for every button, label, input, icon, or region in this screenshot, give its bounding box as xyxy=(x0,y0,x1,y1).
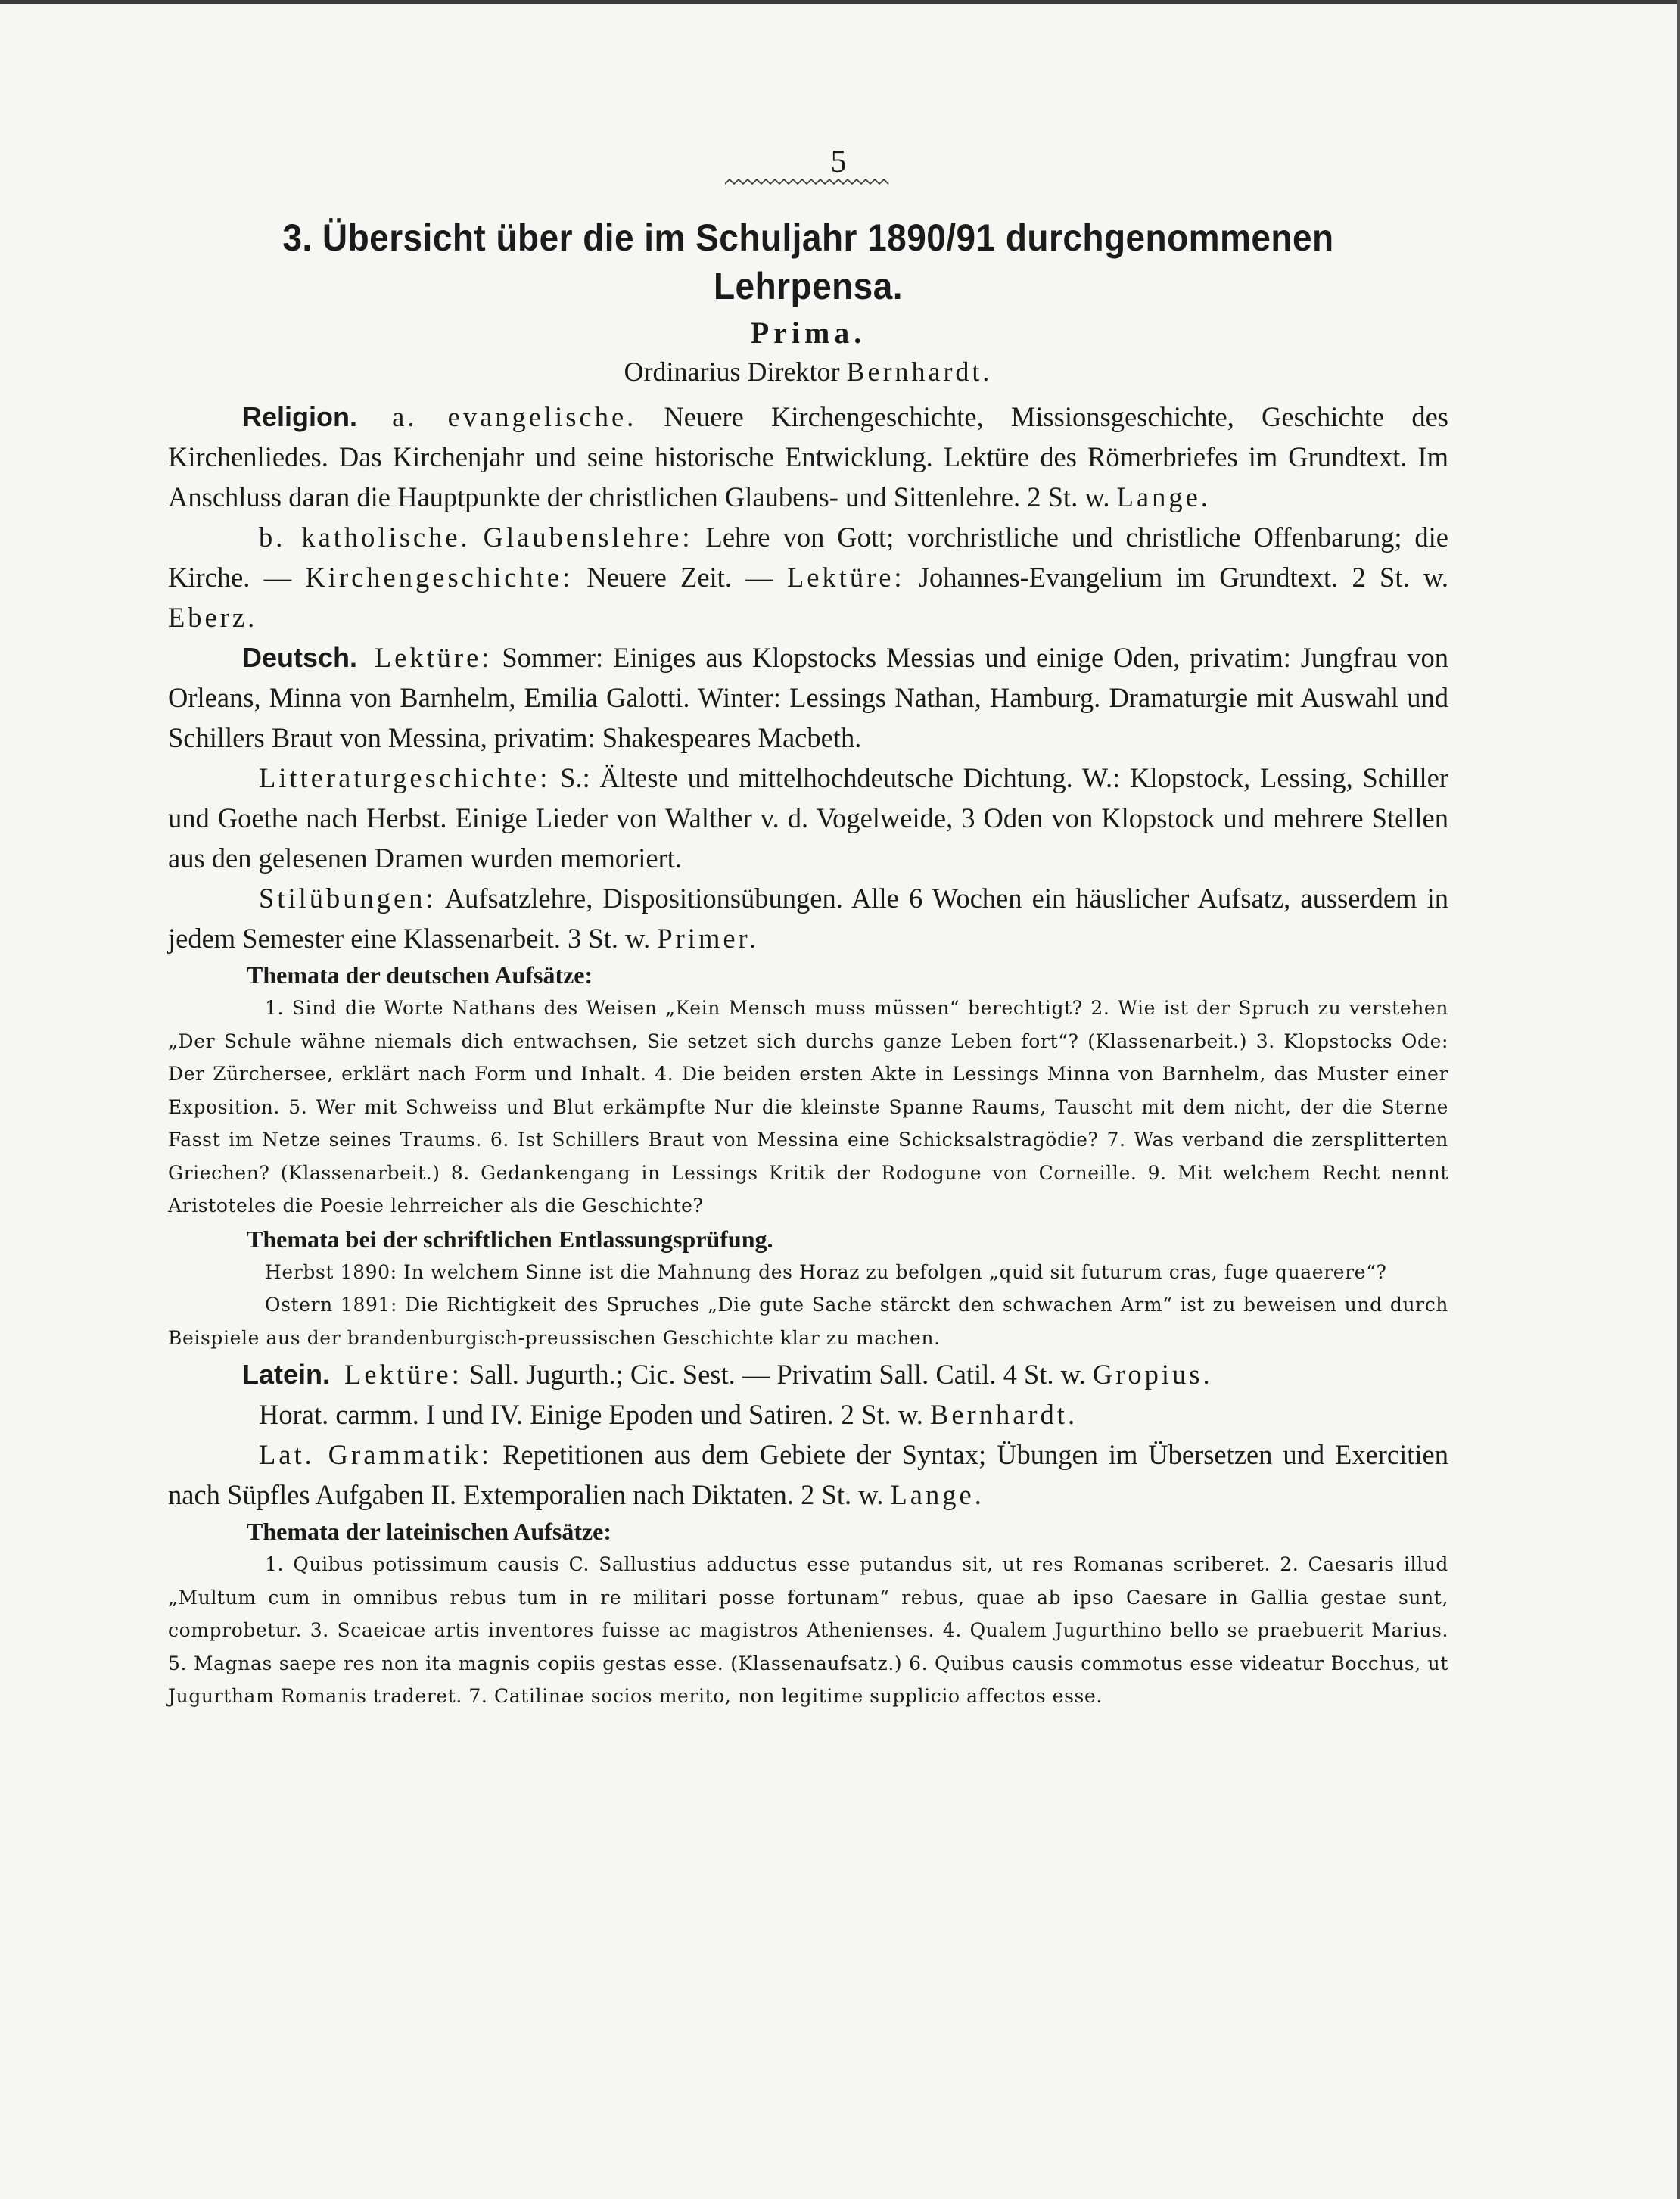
religion-heading: Religion. xyxy=(242,401,357,432)
latein-text-grammatik: Repetitionen aus dem Gebiete der Syntax; Übungen im Übersetzen und Exercitien nach Süpfles Aufgaben II. Extemporalien nach Diktaten. 2 St. w. xyxy=(168,1439,1448,1510)
religion-label-glaubenslehre: Glaubenslehre: xyxy=(483,522,693,553)
religion-text-b2: Neuere Zeit. — xyxy=(586,562,773,593)
latein-teacher-2: Bernhardt. xyxy=(930,1399,1078,1430)
latein-label-grammatik: Lat. Grammatik: xyxy=(259,1439,493,1470)
deutsch-paragraph-stil xyxy=(168,878,1448,958)
deutsch-text-stil: Aufsatzlehre, Dispositionsübungen. Alle 6 Wochen ein häuslicher Aufsatz, ausserdem in jedem Semester eine Klassenarbeit. 3 St. w. xyxy=(168,883,1448,954)
latein-text-horaz: Horat. carmm. I und IV. Einige Epoden und Satiren. 2 St. w. xyxy=(259,1399,923,1430)
religion-text-a: Neuere Kirchengeschichte, Missionsgeschichte, Geschichte des Kirchenliedes. Das Kirchenjahr und seine historische Entwicklung. Lektüre des Römerbriefes im Grundtext. Im Anschluss daran die Hauptpunkte der christlichen Glaubens- und Sittenlehre. 2 St. w. xyxy=(168,401,1449,512)
latein-paragraph-lektuere xyxy=(168,1354,1448,1394)
deutsch-paragraph-lektuere xyxy=(168,637,1448,758)
latein-paragraph-horaz xyxy=(168,1394,1448,1434)
religion-sub-a: a. evangelische. xyxy=(392,401,637,432)
latein-themes-list: 1. Quibus potissimum causis C. Sallustius adductus esse putandus sit, ut res Romanas scriberet. 2. Caesaris illud „Multum cum in omnibus rebus tum in re militari posse fortunam“ rebus, quae ab ipso Caesare in Gallia gestae sunt, comprobetur. 3. Scaeicae artis inventores fuisse ac magistros Athenienses. 4. Qualem Jugurthino bello se praebuerit Marius. 5. Magnas saepe res non ita magnis copiis gestas esse. (Klassenaufsatz.) 6. Quibus causis commotus esse videatur Bocchus, ut Jugurtham Romanis traderet. 7. Catilinae socios merito, non legitime supplicio affectos esse. xyxy=(168,1553,1448,1707)
religion-label-kirchengeschichte: Kirchengeschichte: xyxy=(305,562,574,593)
deutsch-label-lektuere: Lektüre: xyxy=(374,642,493,673)
religion-paragraph-b xyxy=(168,517,1448,637)
deutsch-label-litteratur: Litteraturgeschichte: xyxy=(259,762,551,793)
ornament-wave xyxy=(725,177,891,191)
deutsch-label-stil: Stilübungen: xyxy=(259,883,437,914)
exam-theme-herbst: Herbst 1890: In welchem Sinne ist die Mahnung des Horaz zu befolgen „quid sit futurum cras, fuge quaerere“? xyxy=(265,1260,1387,1283)
religion-text-b3: Johannes-Evangelium im Grundtext. 2 St. w. xyxy=(918,562,1448,593)
latein-label-lektuere: Lektüre: xyxy=(344,1359,462,1390)
exam-themes-heading: Themata bei der schriftlichen Entlassungsprüfung. xyxy=(247,1225,773,1253)
latein-themes-heading: Themata der lateinischen Aufsätze: xyxy=(247,1518,612,1545)
latein-heading: Latein. xyxy=(242,1359,331,1390)
page-title: 3. Übersicht über die im Schuljahr 1890/91 durchgenommenen Lehrpensa. xyxy=(282,216,1334,307)
latein-text-lektuere: Sall. Jugurth.; Cic. Sest. — Privatim Sall. Catil. 4 St. w. xyxy=(468,1359,1086,1390)
deutsch-themes-heading: Themata der deutschen Aufsätze: xyxy=(247,961,593,989)
exam-theme-ostern: Ostern 1891: Die Richtigkeit des Spruches „Die gute Sache stärckt den schwachen Arm“ ist zu beweisen und durch Beispiele aus der brandenburgisch-preussischen Geschichte klar zu machen. xyxy=(168,1294,1448,1349)
latein-paragraph-grammatik xyxy=(168,1434,1448,1515)
latein-teacher-1: Gropius. xyxy=(1092,1359,1213,1390)
page-number: 5 xyxy=(830,145,847,179)
deutsch-text-litteratur: S.: Älteste und mittelhochdeutsche Dichtung. W.: Klopstock, Lessing, Schiller und Goethe nach Herbst. Einige Lieder von Walther v. d. Vogelweide, 3 Oden von Klopstock und mehrere Stellen aus den gelesenen Dramen wurden memoriert. xyxy=(168,762,1449,874)
religion-teacher-a: Lange. xyxy=(1116,481,1211,512)
scan-right-edge xyxy=(1677,0,1680,2199)
religion-paragraph-a xyxy=(168,397,1448,517)
latein-teacher-3: Lange. xyxy=(890,1479,985,1510)
document-page xyxy=(168,144,1448,1713)
religion-teacher-b: Eberz. xyxy=(168,602,258,633)
deutsch-paragraph-litteratur xyxy=(168,758,1448,878)
ordinarius-line xyxy=(168,353,1448,391)
deutsch-text-lektuere: Sommer: Einiges aus Klopstocks Messias und einige Oden, privatim: Jungfrau von Orleans, Minna von Barnhelm, Emilia Galotti. Winter: Lessings Nathan, Hamburg. Dramaturgie mit Auswahl und Schillers Braut von Messina, privatim: Shakespeares Macbeth. xyxy=(168,642,1449,753)
religion-text-b1: Lehre von Gott; vorchristliche und christliche Offenbarung; die Kirche. — xyxy=(168,522,1449,593)
religion-sub-b: b. katholische. xyxy=(259,522,471,553)
class-heading: Prima. xyxy=(750,316,866,350)
ordinarius-name: Bernhardt. xyxy=(846,357,993,387)
deutsch-teacher: Primer. xyxy=(657,923,759,954)
scan-top-edge xyxy=(0,0,1680,4)
ordinarius-label: Ordinarius Direktor xyxy=(624,357,840,387)
deutsch-heading: Deutsch. xyxy=(242,642,358,673)
deutsch-themes-list: 1. Sind die Worte Nathans des Weisen „Kein Mensch muss müssen“ berechtigt? 2. Wie ist der Spruch zu verstehen „Der Schule wähne niemals dich entwachsen, Sie setzet sich durchs ganze Leben fort“? (Klassenarbeit.) 3. Klopstocks Ode: Der Zürchersee, erklärt nach Form und Inhalt. 4. Die beiden ersten Akte in Lessings Minna von Barnhelm, das Muster einer Exposition. 5. Wer mit Schweiss und Blut erkämpfte Nur die kleinste Spanne Raums, Tauscht mit dem nicht, der die Sterne Fasst im Netze seines Traums. 6. Ist Schillers Braut von Messina eine Schicksalstragödie? 7. Was verband die zersplitterten Griechen? (Klassenarbeit.) 8. Gedankengang in Lessings Kritik der Rodogune von Corneille. 9. Mit welchem Recht nennt Aristoteles die Poesie lehrreicher als die Geschichte? xyxy=(168,997,1448,1216)
religion-label-lektuere: Lektüre: xyxy=(786,562,905,593)
